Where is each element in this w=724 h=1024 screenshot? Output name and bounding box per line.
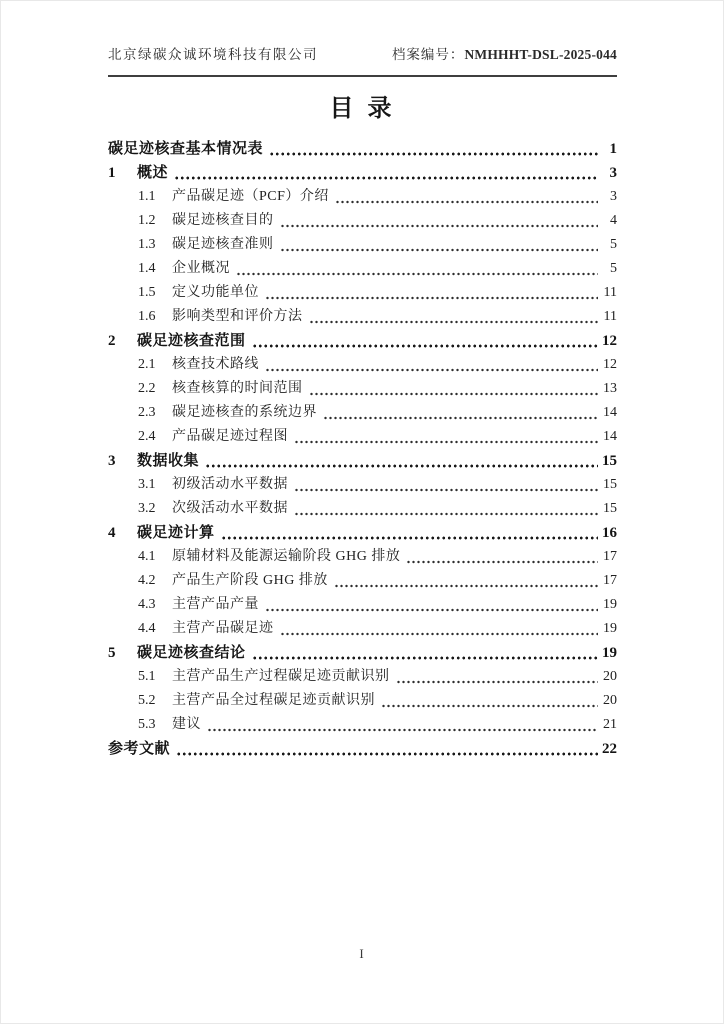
toc-entry-label: 影响类型和评价方法 <box>172 309 303 324</box>
toc-entry-number: 2.3 <box>138 405 156 420</box>
toc-entry-page: 16 <box>602 525 617 541</box>
toc-entry-label: 主营产品全过程碳足迹贡献识别 <box>172 693 375 708</box>
toc-entry-page: 19 <box>602 645 617 661</box>
toc-entry-number: 4.4 <box>138 621 156 636</box>
toc-entry <box>108 305 617 329</box>
toc-entry <box>108 641 617 665</box>
dot-leader <box>265 296 598 300</box>
toc-entry <box>108 377 617 401</box>
toc-entry <box>108 713 617 737</box>
toc-entry-label: 主营产品产量 <box>172 597 259 612</box>
toc-entry <box>108 617 617 641</box>
toc-entry-page: 20 <box>603 693 617 708</box>
dot-leader <box>252 344 598 348</box>
toc-entry <box>108 257 617 281</box>
toc-entry-number: 2.1 <box>138 357 156 372</box>
toc-entry <box>108 137 617 161</box>
toc-entry <box>108 281 617 305</box>
toc-entry <box>108 569 617 593</box>
toc-entry-page: 1 <box>609 141 617 157</box>
doc-number-label: 档案编号： <box>391 47 465 62</box>
toc-entry-number: 1.2 <box>138 213 156 228</box>
dot-leader <box>294 440 598 444</box>
toc-entry-number: 4.3 <box>138 597 156 612</box>
toc-entry-page: 3 <box>609 165 617 181</box>
toc-entry-page: 20 <box>603 669 617 684</box>
toc-entry-label: 碳足迹核查的系统边界 <box>172 405 317 420</box>
dot-leader <box>406 560 598 564</box>
company-name: 北京绿碳众诚环境科技有限公司 <box>108 47 318 62</box>
toc-entry-page: 14 <box>603 429 617 444</box>
dot-leader <box>269 152 598 156</box>
toc-entry <box>108 233 617 257</box>
toc-entry-page: 12 <box>603 357 617 372</box>
toc-entry-page: 5 <box>610 261 617 276</box>
toc-entry <box>108 329 617 353</box>
doc-number <box>392 46 617 64</box>
toc-entry-page: 15 <box>603 477 617 492</box>
toc-entry-label: 次级活动水平数据 <box>172 501 288 516</box>
toc-entry-label: 核查技术路线 <box>172 357 259 372</box>
toc-entry <box>108 425 617 449</box>
toc-entry-number: 5.2 <box>138 693 156 708</box>
dot-leader <box>294 512 598 516</box>
doc-number-value: NMHHHT-DSL-2025-044 <box>464 47 617 62</box>
toc-entry-number: 1.1 <box>138 189 156 204</box>
dot-leader <box>280 224 599 228</box>
toc-entry-page: 3 <box>610 189 617 204</box>
toc-entry-label: 碳足迹核查结论 <box>137 645 246 661</box>
toc-entry-label: 碳足迹核查准则 <box>172 237 274 252</box>
toc-entry-number: 2.2 <box>138 381 156 396</box>
toc-entry-page: 12 <box>602 333 617 349</box>
dot-leader <box>280 632 599 636</box>
toc-entry <box>108 689 617 713</box>
toc-entry-page: 11 <box>603 309 617 324</box>
dot-leader <box>280 248 599 252</box>
toc-entry <box>108 209 617 233</box>
toc-entry <box>108 473 617 497</box>
toc-entry-page: 4 <box>610 213 617 228</box>
toc-entry-label: 碳足迹核查范围 <box>137 333 246 349</box>
toc-entry-number: 3.1 <box>138 477 156 492</box>
toc-entry-number: 3 <box>108 453 116 469</box>
toc-entry-number: 5.1 <box>138 669 156 684</box>
toc-entry-label: 定义功能单位 <box>172 285 259 300</box>
footer-page-number: I <box>359 946 365 961</box>
toc-entry-page: 15 <box>603 501 617 516</box>
dot-leader <box>309 392 599 396</box>
toc-entry <box>108 449 617 473</box>
dot-leader <box>265 608 598 612</box>
toc-entry-label: 碳足迹核查基本情况表 <box>108 141 264 157</box>
toc-entry-number: 2.4 <box>138 429 156 444</box>
toc-entry-label: 原辅材料及能源运输阶段 GHG 排放 <box>172 549 401 564</box>
toc-entry-number: 4 <box>108 525 116 541</box>
toc-entry-label: 主营产品碳足迹 <box>172 621 274 636</box>
toc-entry-page: 15 <box>602 453 617 469</box>
toc-entry-page: 13 <box>603 381 617 396</box>
toc-entry <box>108 185 617 209</box>
dot-leader <box>207 728 598 732</box>
dot-leader <box>381 704 598 708</box>
dot-leader <box>265 368 598 372</box>
dot-leader <box>323 416 598 420</box>
toc-entry-number: 1 <box>108 165 116 181</box>
toc-entry-label: 碳足迹核查目的 <box>172 213 274 228</box>
dot-leader <box>309 320 599 324</box>
dot-leader <box>252 656 598 660</box>
dot-leader <box>294 488 598 492</box>
toc-entry <box>108 665 617 689</box>
toc-entry-number: 1.4 <box>138 261 156 276</box>
toc-entry-page: 14 <box>603 405 617 420</box>
dot-leader <box>205 464 598 468</box>
toc-entry <box>108 521 617 545</box>
toc-entry <box>108 545 617 569</box>
toc-entry-label: 概述 <box>137 165 169 181</box>
toc-entry-page: 11 <box>603 285 617 300</box>
toc-entry-number: 1.6 <box>138 309 156 324</box>
dot-leader <box>334 584 598 588</box>
toc-entry-number: 5.3 <box>138 717 156 732</box>
toc-entry-label: 产品碳足迹（PCF）介绍 <box>172 189 329 204</box>
toc-entry-label: 产品生产阶段 GHG 排放 <box>172 573 328 588</box>
document-header <box>108 46 617 77</box>
toc-entry <box>108 593 617 617</box>
toc-entry-number: 5 <box>108 645 116 661</box>
toc-entry-page: 19 <box>603 597 617 612</box>
toc-entry-page: 17 <box>603 549 617 564</box>
toc-entry-page: 19 <box>603 621 617 636</box>
toc-entry-label: 参考文献 <box>108 741 171 757</box>
page-title: 目 录 <box>329 96 396 122</box>
toc-entry <box>108 161 617 185</box>
toc-entry-page: 17 <box>603 573 617 588</box>
toc-entry-number: 4.1 <box>138 549 156 564</box>
toc-entry-number: 2 <box>108 333 116 349</box>
toc-entry-label: 核查核算的时间范围 <box>172 381 303 396</box>
toc-entry-page: 21 <box>603 717 617 732</box>
dot-leader <box>221 536 598 540</box>
toc-entry-label: 初级活动水平数据 <box>172 477 288 492</box>
toc-entry-label: 碳足迹计算 <box>137 525 215 541</box>
toc-entry-number: 1.3 <box>138 237 156 252</box>
toc-entry-label: 建议 <box>172 717 201 732</box>
toc-entry-label: 主营产品生产过程碳足迹贡献识别 <box>172 669 390 684</box>
toc-list <box>108 137 617 761</box>
dot-leader <box>335 200 598 204</box>
toc-entry-label: 产品碳足迹过程图 <box>172 429 288 444</box>
toc-entry-page: 22 <box>602 741 617 757</box>
dot-leader <box>176 752 598 756</box>
toc-entry <box>108 737 617 761</box>
toc-entry <box>108 401 617 425</box>
dot-leader <box>396 680 599 684</box>
toc-entry-label: 企业概况 <box>172 261 230 276</box>
toc-entry <box>108 353 617 377</box>
dot-leader <box>236 272 598 276</box>
toc-entry-label: 数据收集 <box>137 453 200 469</box>
toc-entry-number: 1.5 <box>138 285 156 300</box>
toc-entry <box>108 497 617 521</box>
dot-leader <box>174 176 598 180</box>
toc-entry-number: 4.2 <box>138 573 156 588</box>
toc-entry-number: 3.2 <box>138 501 156 516</box>
toc-entry-page: 5 <box>610 237 617 252</box>
